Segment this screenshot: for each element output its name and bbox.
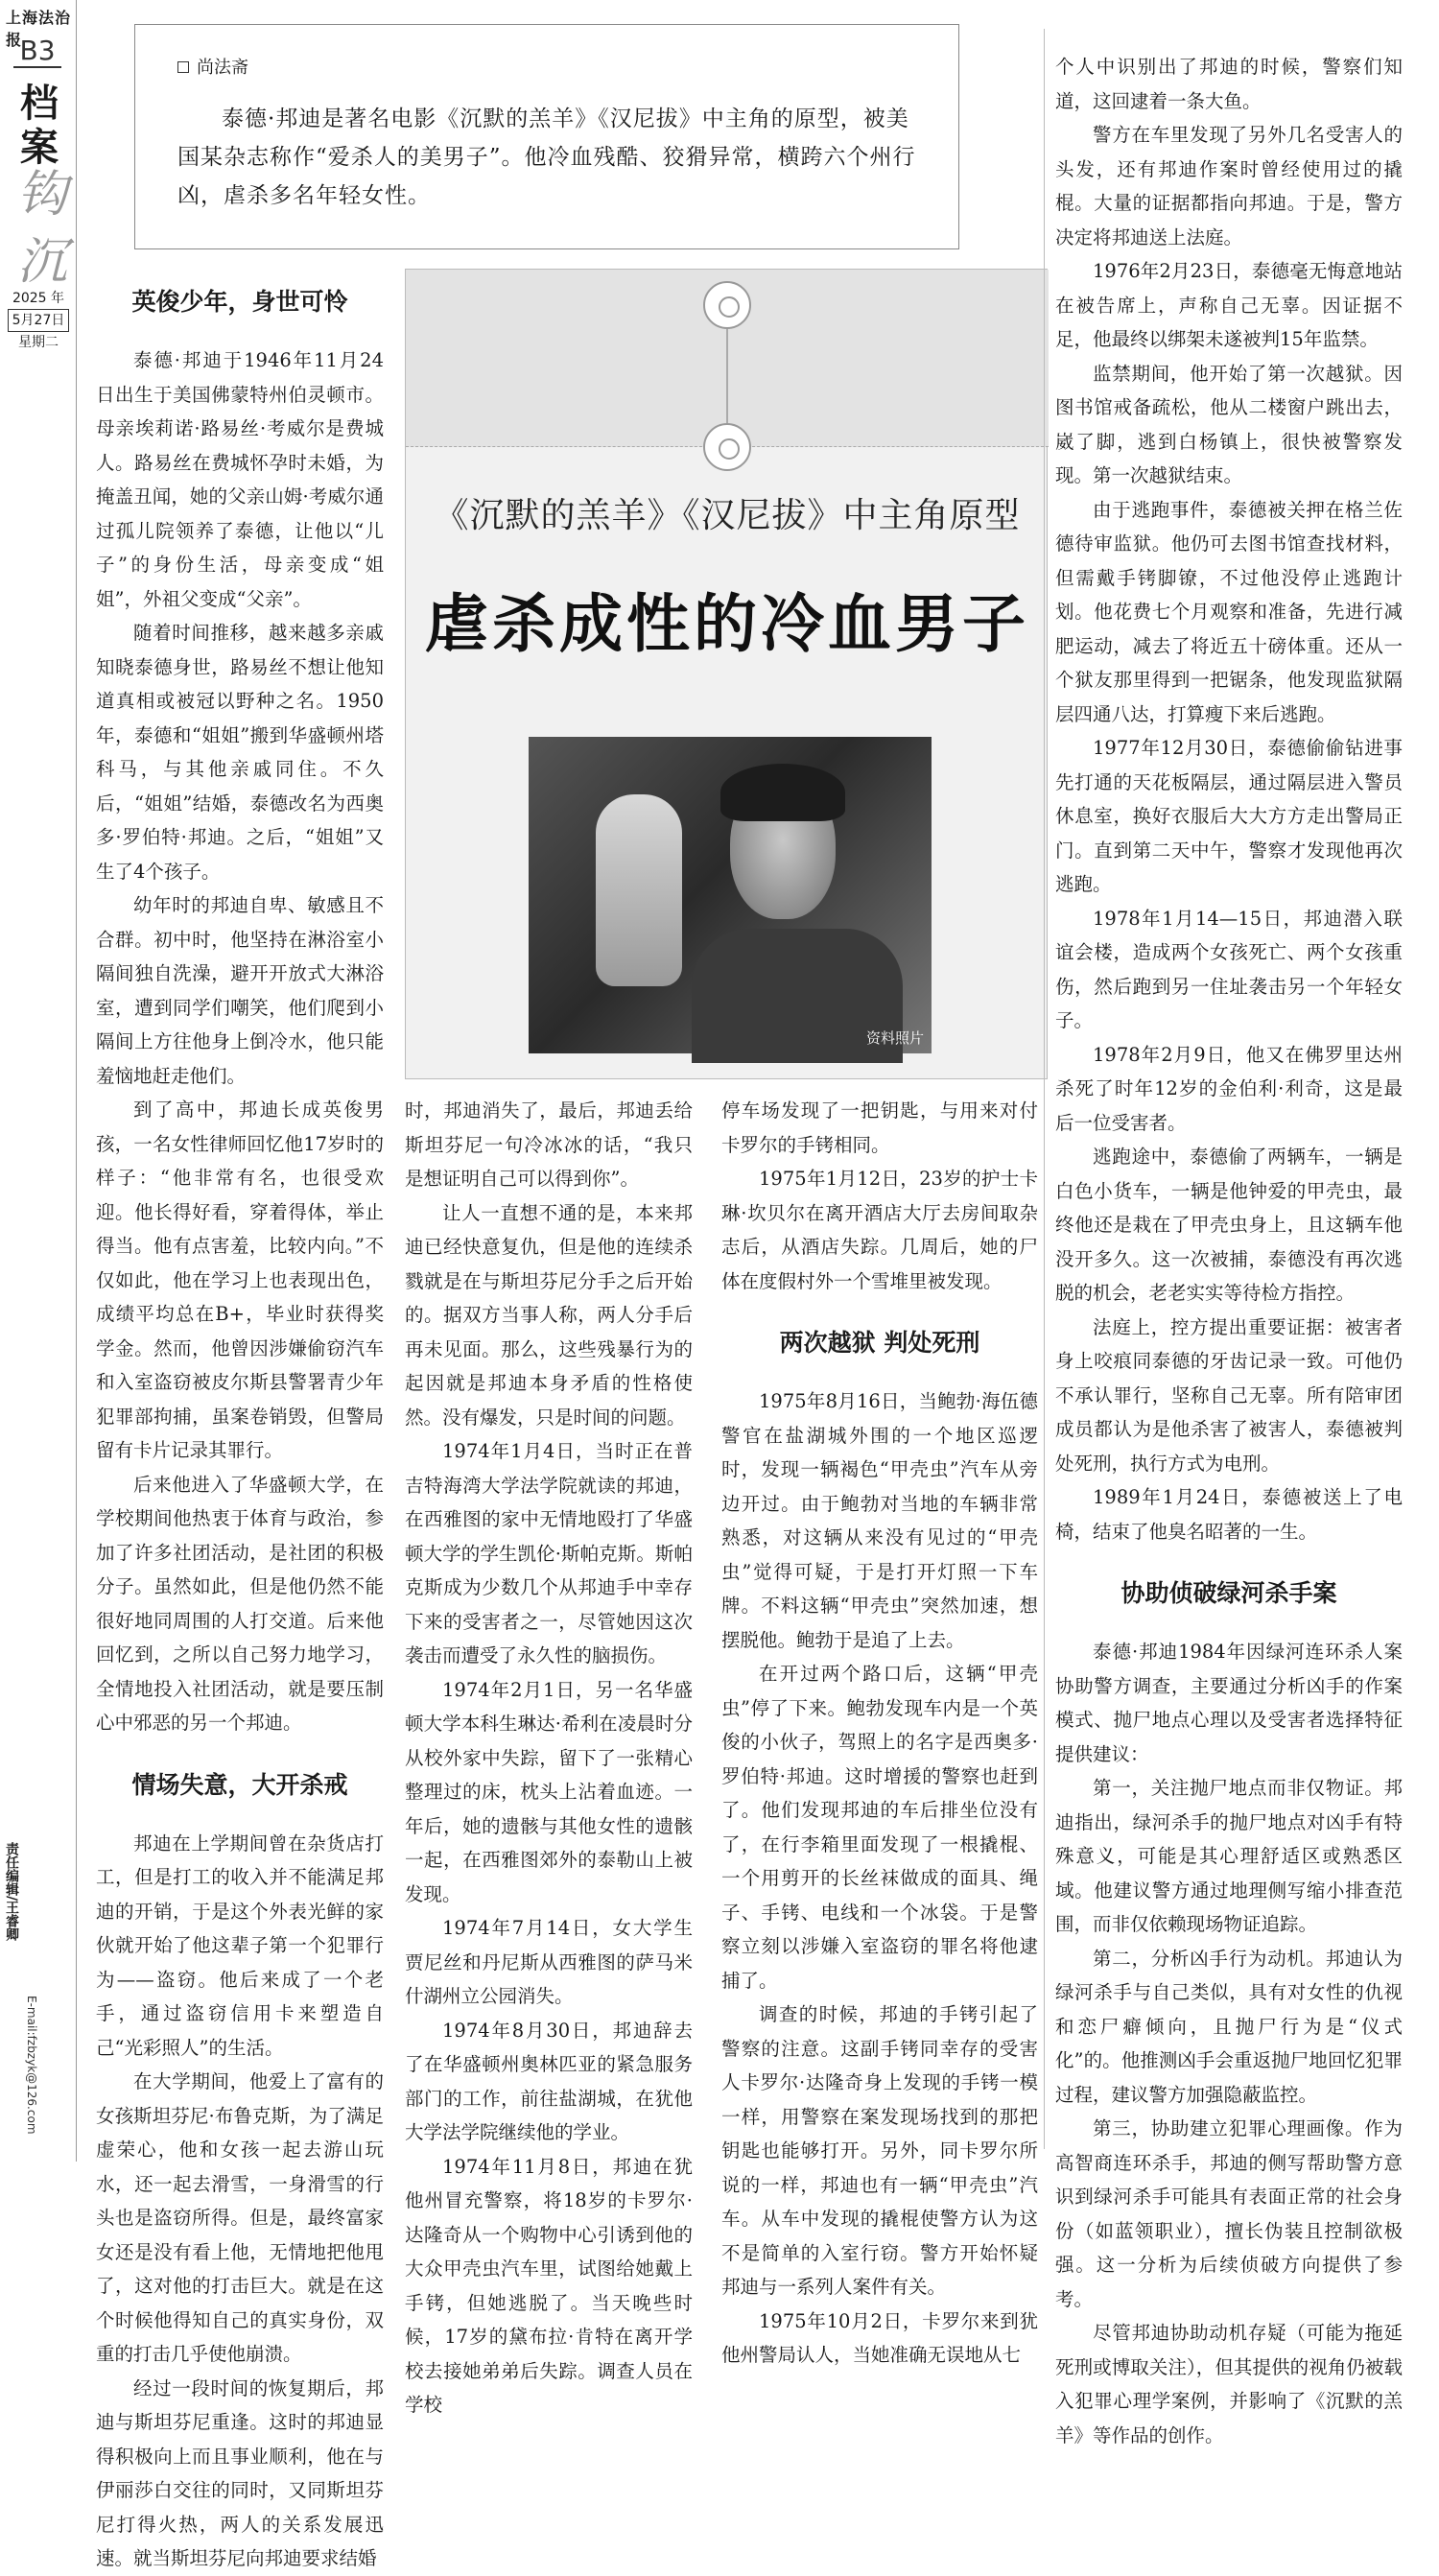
subheading-1: 英俊少年，身世可怜 [131,288,348,316]
paragraph: 在开过两个路口后，这辆“甲壳虫”停了下来。鲍勃发现车内是一个英俊的小伙子，驾照上的名字是西奥多·罗伯特·邦迪。这时增援的警察也赶到了。他们发现邦迪的车后排坐位没有了，在行李箱里面发现了一根撬棍、一个用剪开的长丝袜做成的面具、绳子、手铐、电线和一个冰袋。于是警察立刻以涉嫌入室盗窃的罪名将他逮捕了。 [721,1663,1038,1992]
paragraph: 逃跑途中，泰德偷了两辆车，一辆是白色小货车，一辆是他钟爱的甲壳虫，最终他还是栽在了甲壳虫身上，且这辆车他没开多久。这一次被捕，泰德没有再次逃脱的机会，老老实实等待检方指控。 [1055,1146,1403,1304]
paragraph: 1977年12月30日，泰德偷偷钻进事先打通的天花板隔层，通过隔层进入警员休息室，换好衣服后大大方方走出警局正门。直到第二天中午，警察才发现他再次逃跑。 [1055,737,1403,895]
paragraph: 在大学期间，他爱上了富有的女孩斯坦芬尼·布鲁克斯，为了满足虚荣心，他和女孩一起去游山玩水，还一起去滑雪，一身滑雪的行头也是盗窃所得。但是，最终富家女还是没有看上他，无情地把他甩了，这对他的打击巨大。就是在这个时候他得知自己的真实身份，双重的打击几乎使他崩溃。 [96,2070,384,2365]
paragraph: 1975年8月16日，当鲍勃·海伍德警官在盐湖城外围的一个地区巡逻时，发现一辆褐色“甲壳虫”汽车从旁边开过。由于鲍勃对当地的车辆非常熟悉，对这辆从来没有见过的“甲壳虫”觉得可疑，于是打开灯照一下车牌。不料这辆“甲壳虫”突然加速，想摆脱他。鲍勃于是追了上去。 [721,1390,1038,1651]
paragraph: 第三，协助建立犯罪心理画像。作为高智商连环杀手，邦迪的侧写帮助警方意识到绿河杀手可能具有表面正常的社会身份（如蓝领职业），擅长伪装且控制欲极强。这一分析为后续侦破方向提供了参考。 [1055,2117,1403,2310]
paragraph: 1974年7月14日，女大学生贾尼丝和丹尼斯从西雅图的萨马米什湖州立公园消失。 [405,1917,693,2007]
paragraph: 尽管邦迪协助动机存疑（可能为拖延死刑或博取关注），但其提供的视角仍被载入犯罪心理学案例，并影响了《沉默的羔羊》等作品的创作。 [1055,2322,1403,2446]
envelope-string [726,329,728,423]
paragraph: 幼年时的邦迪自卑、敏感且不合群。初中时，他坚持在淋浴室小隔间独自洗澡，避开开放式大淋浴室，遭到同学们嘲笑，他们爬到小隔间上方往他身上倒冷水，他只能羞恼地赶走他们。 [96,894,384,1087]
paragraph: 随着时间推移，越来越多亲戚知晓泰德身世，路易丝不想让他知道真相或被冠以野种之名。1950年，泰德和“姐姐”搬到华盛顿州塔科马，与其他亲戚同住。不久后，“姐姐”结婚，泰德改名为西奥多·罗伯特·邦迪。之后，“姐姐”又生了4个孩子。 [96,622,384,883]
intro-box [134,24,959,249]
author-line [177,54,916,79]
paragraph: 1974年8月30日，邦迪辞去了在华盛顿州奥林匹亚的紧急服务部门的工作，前往盐湖城，在犹他大学法学院继续他的学业。 [405,2019,693,2143]
subheading-4: 协助侦破绿河杀手案 [1121,1579,1337,1607]
feature-title: 虐杀成性的冷血男子 [425,587,1029,661]
column-divider [1044,29,1045,2149]
photo-hand [596,794,682,986]
feature-graphic [405,269,1048,1079]
issue-date [8,288,69,353]
sidebar [0,0,77,2162]
paragraph: 1974年11月8日，邦迪在犹他州冒充警察，将18岁的卡罗尔·达隆奇从一个购物中心引诱到他的大众甲壳虫汽车里，试图给她戴上手铐，但她逃脱了。当天晚些时候，17岁的黛布拉·肯特在离开学校去接她弟弟后失踪。调查人员在学校 [405,2155,693,2416]
checkbox-icon [177,61,189,73]
paragraph: 泰德·邦迪1984年因绿河连环杀人案协助警方调查，主要通过分析凶手的作案模式、抛尸地点心理以及受害者选择特征提供建议： [1055,1641,1403,1765]
paragraph: 警方在车里发现了另外几名受害人的头发，还有邦迪作案时曾经使用过的撬棍。大量的证据都指向邦迪。于是，警方决定将邦迪送上法庭。 [1055,124,1403,248]
editor-email: E-mail:fzbzyk@126.com [25,1996,38,2135]
paragraph: 后来他进入了华盛顿大学，在学校期间他热衷于体育与政治，参加了许多社团活动，是社团的积极分子。虽然如此，但是他仍然不能很好地同周围的人打交道。后来他回忆到，之所以自己努力地学习，全情地投入社团活动，就是要压制心中邪恶的另一个邦迪。 [96,1473,384,1734]
paragraph: 法庭上，控方提出重要证据：被害者身上咬痕同泰德的牙齿记录一致。可他仍不承认罪行，坚称自己无辜。所有陪审团成员都认为是他杀害了被害人，泰德被判处死刑，执行方式为电刑。 [1055,1315,1403,1475]
subheading-3: 两次越狱 判处死刑 [779,1329,980,1357]
issue-weekday: 星期二 [18,335,59,350]
paragraph: 1975年10月2日，卡罗尔来到犹他州警局认人，当她准确无误地从七 [721,2309,1038,2366]
paragraph: 1976年2月23日，泰德毫无悔意地站在被告席上，声称自己无辜。因证据不足，他最终以绑架未遂被判15年监禁。 [1055,260,1403,350]
paragraph: 监禁期间，他开始了第一次越狱。因图书馆戒备疏松，他从二楼窗户跳出去，崴了脚，逃到白杨镇上，很快被警察发现。第一次越狱结束。 [1055,362,1403,486]
paragraph: 1978年1月14—15日，邦迪潜入联谊会楼，造成两个女孩死亡、两个女孩重伤，然后跑到另一住址袭击另一个年轻女子。 [1055,907,1403,1031]
section-title-2: 钩沉 [17,166,68,291]
section-title-1: 档案 [20,82,59,170]
paragraph: 邦迪在上学期间曾在杂货店打工，但是打工的收入并不能满足邦迪的开销，于是这个外表光鲜的家伙就开始了他这辈子第一个犯罪行为——盗窃。他后来成了一个老手，通过盗窃信用卡来塑造自己“光彩照人”的生活。 [96,1832,384,2059]
paragraph: 泰德·邦迪于1946年11月24日出生于美国佛蒙特州伯灵顿市。母亲埃莉诺·路易丝·考威尔是费城人。路易丝在费城怀孕时未婚，为掩盖丑闻，她的父亲山姆·考威尔通过孤儿院领养了泰德，让他以“儿子”的身份生活，母亲变成“姐姐”，外祖父变成“父亲”。 [96,349,384,610]
column-1 [96,286,384,2576]
paragraph: 让人一直想不通的是，本来邦迪已经快意复仇，但是他的连续杀戮就是在与斯坦芬尼分手之后开始的。据双方当事人称，两人分手后再未见面。那么，这些残暴行为的起因就是邦迪本身矛盾的性格使然。没有爆发，只是时间的问题。 [405,1201,693,1429]
paragraph: 第一，关注抛尸地点而非仅物证。邦迪指出，绿河杀手的抛尸地点对凶手有特殊意义，可能是其心理舒适区或熟悉区域。他建议警方通过地理侧写缩小排查范围，而非仅依赖现场物证追踪。 [1055,1777,1403,1935]
paragraph: 个人中识别出了邦迪的时候，警察们知道，这回逮着一条大鱼。 [1055,56,1403,112]
column-2 [405,1094,693,2422]
envelope-button-icon [703,423,751,471]
page-number: B3 [13,35,61,68]
paragraph: 到了高中，邦迪长成英俊男孩，一名女性律师回忆他17岁时的样子：“他非常有名，也很受欢迎。他长得好看，穿着得体，举止得当。他有点害羞，比较内向。”不仅如此，他在学习上也表现出色，成绩平均总在B+，毕业时获得奖学金。然而，他曾因涉嫌偷窃汽车和入室盗窃被皮尔斯县警署青少年犯罪部拘捕，虽案卷销毁，但警局留有卡片记录其罪行。 [96,1099,384,1461]
paragraph: 停车场发现了一把钥匙，与用来对付卡罗尔的手铐相同。 [721,1099,1038,1156]
paragraph: 由于逃跑事件，泰德被关押在格兰佐德待审监狱。他仍可去图书馆查找材料，但需戴手铐脚镣，不过他没停止逃跑计划。他花费七个月观察和准备，先进行减肥运动，减去了将近五十磅体重。还从一个狱友那里得到一把锯条，他发现监狱隔层四通八达，打算瘦下来后逃跑。 [1055,498,1403,725]
paragraph: 1974年1月4日，当时正在普吉特海湾大学法学院就读的邦迪，在西雅图的家中无情地殴打了华盛顿大学的学生凯伦·斯帕克斯。斯帕克斯成为少数几个从邦迪手中幸存下来的受害者之一，尽管她因这次袭击而遭受了永久性的脑损伤。 [405,1440,693,1666]
portrait-photo [529,737,932,1053]
editor-credit: 责任编辑/王睿卿 [4,1842,19,1942]
paragraph: 经过一段时间的恢复期后，邦迪与斯坦芬尼重逢。这时的邦迪显得积极向上而且事业顺利，他在与伊丽莎白交往的同时，又同斯坦芬尼打得火热，两人的关系发展迅速。就当斯坦芬尼向邦迪要求结婚 [96,2376,384,2569]
subheading-2: 情场失意，大开杀戒 [131,1770,348,1799]
issue-day: 5月27日 [8,309,69,332]
photo-caption: 资料照片 [865,1029,924,1047]
paragraph: 第二，分析凶手行为动机。邦迪认为绿河杀手与自己类似，具有对女性的仇视和恋尸癖倾向，且抛尸行为是“仪式化”的。他推测凶手会重返抛尸地回忆犯罪过程，建议警方加强隐蔽监控。 [1055,1947,1403,2106]
column-3 [721,1094,1038,2373]
paragraph: 1978年2月9日，他又在佛罗里达州杀死了时年12岁的金伯利·利奇，这是最后一位受害者。 [1055,1043,1403,1134]
intro-text: 泰德·邦迪是著名电影《沉默的羔羊》《汉尼拔》中主角的原型，被美国某杂志称作“爱杀人的美男子”。他冷血残酷、狡猾异常，横跨六个州行凶，虐杀多名年轻女性。 [177,106,916,208]
photo-hair [720,764,845,821]
paragraph: 1975年1月12日，23岁的护士卡琳·坎贝尔在离开酒店大厅去房间取杂志后，从酒店失踪。几周后，她的尸体在度假村外一个雪堆里被发现。 [721,1168,1038,1292]
issue-year: 2025 年 [12,291,65,306]
feature-subtitle: 《沉默的羔羊》《汉尼拔》中主角原型 [434,496,1021,535]
paper-name: 上海法治报 [6,9,72,49]
paragraph: 时，邦迪消失了，最后，邦迪丢给斯坦芬尼一句冷冰冰的话，“我只是想证明自己可以得到你”。 [405,1099,693,1190]
column-4 [1055,50,1403,2452]
envelope-flap [406,270,1049,447]
envelope-button-icon [703,281,751,329]
paragraph: 调查的时候，邦迪的手铐引起了警察的注意。这副手铐同幸存的受害人卡罗尔·达隆奇身上发现的手铐一模一样，用警察在案发现场找到的那把钥匙也能够打开。另外，同卡罗尔所说的一样，邦迪也有一辆“甲壳虫”汽车。从车中发现的撬棍使警方认为这不是简单的入室行窃。警方开始怀疑邦迪与一系列人案件有关。 [721,2003,1038,2298]
author-name: 尚法斋 [197,58,248,78]
paragraph: 1989年1月24日，泰德被送上了电椅，结束了他臭名昭著的一生。 [1055,1486,1403,1543]
paragraph: 1974年2月1日，另一名华盛顿大学本科生琳达·希利在凌晨时分从校外家中失踪，留下了一张精心整理过的床，枕头上沾着血迹。一年后，她的遗骸与其他女性的遗骸一起，在西雅图郊外的泰勒山上被发现。 [405,1678,693,1905]
